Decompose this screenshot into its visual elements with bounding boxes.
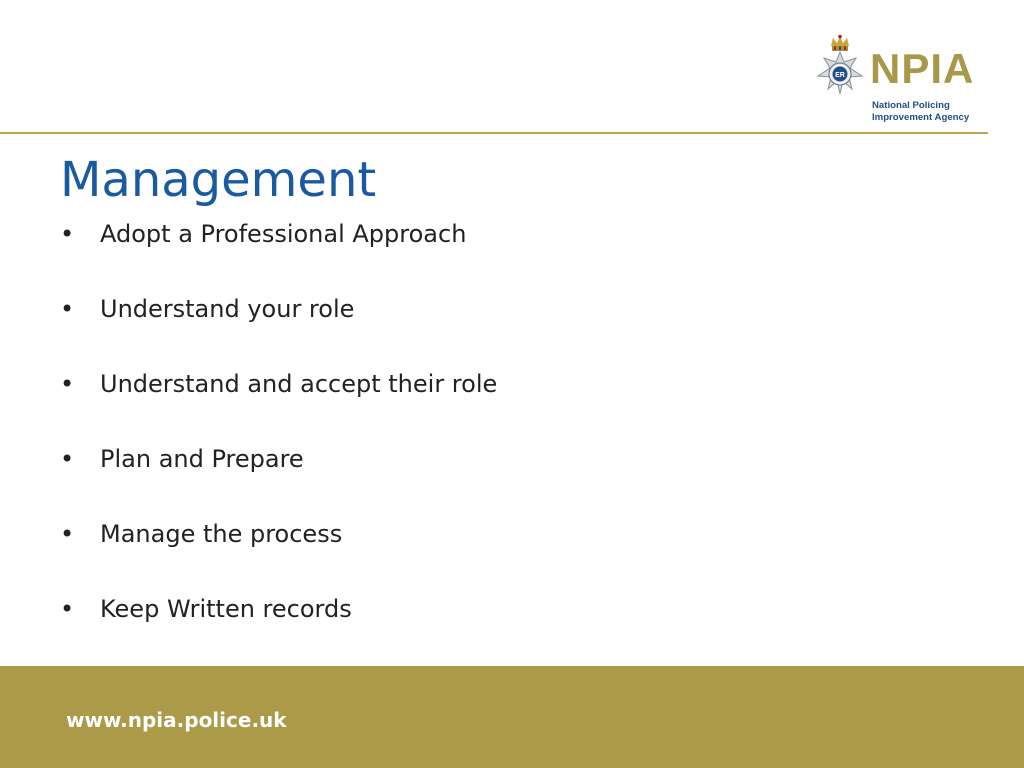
list-item	[60, 591, 497, 666]
police-badge-icon	[814, 34, 870, 100]
star-badge-icon	[818, 52, 862, 94]
footer-bar	[0, 666, 1024, 768]
header-divider	[0, 132, 988, 134]
list-item-text: Understand and accept their role	[100, 370, 498, 398]
footer-url: www.npia.police.uk	[66, 708, 287, 732]
bullet-icon: •	[60, 595, 75, 623]
logo-subtitle-line2: Improvement Agency	[872, 112, 970, 123]
bullet-icon: •	[60, 295, 75, 323]
list-item-text: Understand your role	[100, 295, 355, 323]
bullet-icon: •	[60, 520, 75, 548]
badge-cipher: ER	[835, 72, 845, 79]
bullet-list	[60, 216, 497, 666]
bullet-icon: •	[60, 445, 75, 473]
list-item	[60, 516, 497, 591]
logo-subtitle-line1: National Policing	[872, 100, 950, 111]
slide-title: Management	[60, 152, 377, 208]
list-item-text: Manage the process	[100, 520, 343, 548]
list-item	[60, 366, 497, 441]
crown-icon	[831, 35, 849, 51]
list-item	[60, 441, 497, 516]
list-item	[60, 216, 497, 291]
logo-subtitle	[872, 100, 969, 124]
list-item-text: Adopt a Professional Approach	[100, 220, 467, 248]
npia-logo	[814, 34, 994, 128]
list-item-text: Keep Written records	[100, 595, 352, 623]
logo-acronym: NPIA	[870, 45, 975, 92]
bullet-icon: •	[60, 220, 75, 248]
list-item-text: Plan and Prepare	[100, 445, 304, 473]
bullet-icon: •	[60, 370, 75, 398]
list-item	[60, 291, 497, 366]
